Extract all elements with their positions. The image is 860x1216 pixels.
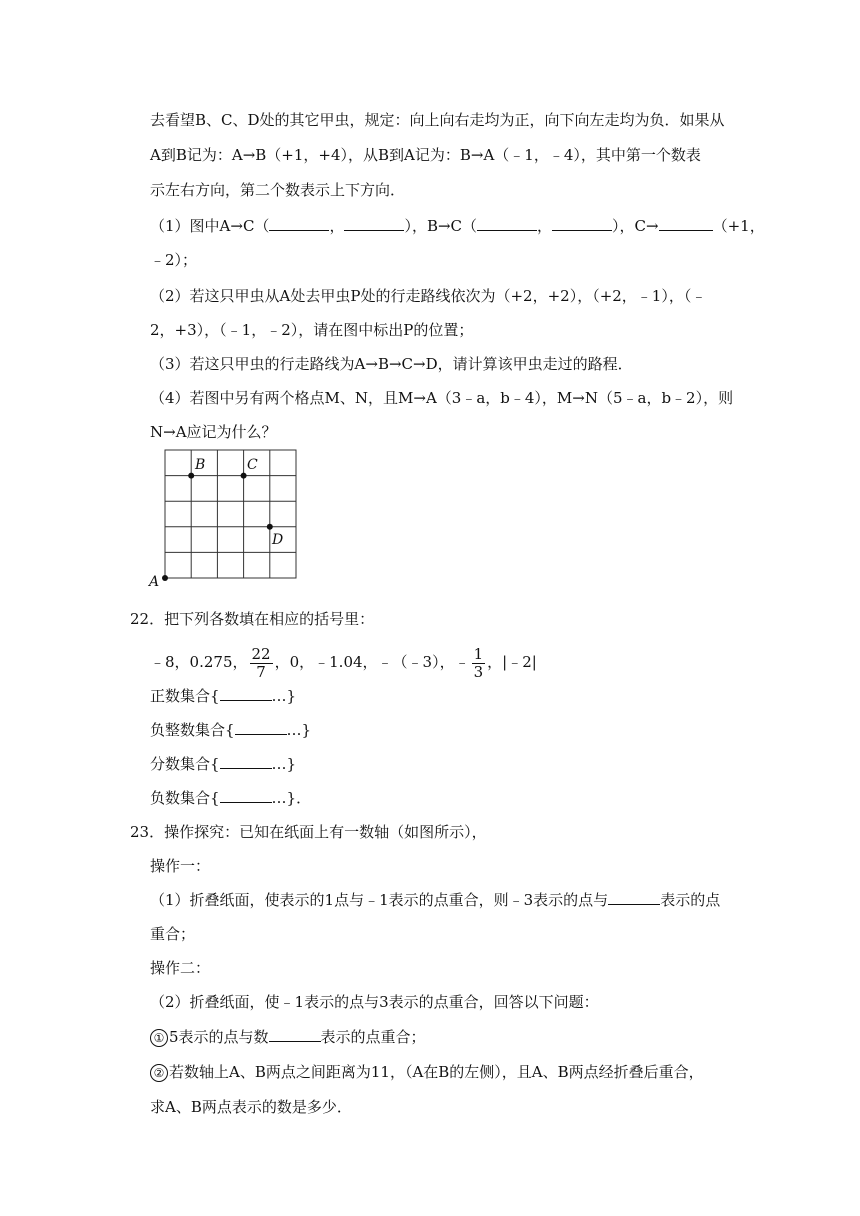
q22-set-positive: 正数集合{ …} xyxy=(150,687,297,705)
label-b: B xyxy=(195,457,206,473)
point-d xyxy=(267,524,273,530)
q21-part2-line2: 2，+3），（﹣1，﹣2），请在图中标出P的位置； xyxy=(150,321,474,339)
q21-part4-line1: （4）若图中另有两个格点M、N，且M→A（3﹣a，b﹣4），M→N（5﹣a，b﹣2），则 xyxy=(150,389,734,407)
q21-part4-line2: N→A应记为什么？ xyxy=(150,423,277,441)
q21-part1-cont: ﹣2）； xyxy=(150,251,198,269)
answer-blank[interactable] xyxy=(269,216,329,231)
q23-part1: （1）折叠纸面，使表示的1点与﹣1表示的点重合，则﹣3表示的点与 表示的点 xyxy=(150,891,721,909)
answer-blank[interactable] xyxy=(220,788,272,803)
label-a: A xyxy=(149,574,160,590)
q23-part2: （2）折叠纸面，使﹣1表示的点与3表示的点重合，回答以下问题： xyxy=(150,993,599,1011)
circled-one: ① xyxy=(150,1029,168,1047)
q23-part1-cont: 重合； xyxy=(150,925,196,943)
answer-blank[interactable] xyxy=(477,216,537,231)
point-c xyxy=(241,473,247,479)
fraction-1-3: $\frac{1}{3}$ xyxy=(473,644,484,681)
grid-lines xyxy=(165,450,296,578)
answer-blank[interactable] xyxy=(552,216,612,231)
q22-title: 22．把下列各数填在相应的括号里： xyxy=(130,610,375,628)
q22-set-negative: 负数集合{ …}． xyxy=(150,789,312,807)
q22-numbers: ﹣8，0.275， $\frac{22}{7}$ ，0，﹣1.04，﹣（﹣3），﹣ $\frac{1}{3}$ ，|﹣2| xyxy=(150,644,537,681)
point-a xyxy=(162,575,168,581)
answer-blank[interactable] xyxy=(220,754,272,769)
q21-part2-line1: （2）若这只甲虫从A处去甲虫P处的行走路线依次为（+2，+2），（+2，﹣1），（﹣ xyxy=(150,287,707,305)
answer-blank[interactable] xyxy=(269,1027,321,1042)
q21-intro-line3: 示左右方向，第二个数表示上下方向． xyxy=(150,181,406,199)
answer-blank[interactable] xyxy=(659,216,713,231)
circled-two: ② xyxy=(150,1064,168,1082)
q23-sub1: ① 5表示的点与数 表示的点重合； xyxy=(150,1027,426,1047)
label-d: D xyxy=(272,532,284,548)
point-b xyxy=(188,473,194,479)
q23-op2: 操作二： xyxy=(150,959,211,977)
answer-blank[interactable] xyxy=(220,686,272,701)
answer-blank[interactable] xyxy=(235,720,287,735)
answer-blank[interactable] xyxy=(344,216,404,231)
grid-figure xyxy=(145,443,305,591)
q21-intro-line1: 去看望B、C、D处的其它甲虫，规定：向上向右走均为正，向下向左走均为负．如果从 xyxy=(150,111,725,129)
fraction-22-7: $\frac{22}{7}$ xyxy=(251,644,271,681)
q21-intro-line2: A到B记为：A→B（+1，+4），从B到A记为：B→A（﹣1，﹣4），其中第一个数表 xyxy=(150,146,701,164)
q23-title: 23．操作探究：已知在纸面上有一数轴（如图所示）， xyxy=(130,823,487,841)
label-c: C xyxy=(247,457,258,473)
q22-set-negative-integer: 负整数集合{ …} xyxy=(150,721,312,739)
q23-op1: 操作一： xyxy=(150,857,211,875)
q21-part1: （1）图中A→C（ ， ），B→C（ ， ），C→ （+1， xyxy=(150,217,765,235)
answer-blank[interactable] xyxy=(608,890,660,905)
q23-sub2-line2: 求A、B两点表示的数是多少． xyxy=(150,1098,352,1116)
q21-part3: （3）若这只甲虫的行走路线为A→B→C→D，请计算该甲虫走过的路程． xyxy=(150,355,633,373)
q23-sub2-line1: ② 若数轴上A、B两点之间距离为11，（A在B的左侧），且A、B两点经折叠后重合， xyxy=(150,1062,704,1082)
q22-set-fraction: 分数集合{ …} xyxy=(150,755,297,773)
